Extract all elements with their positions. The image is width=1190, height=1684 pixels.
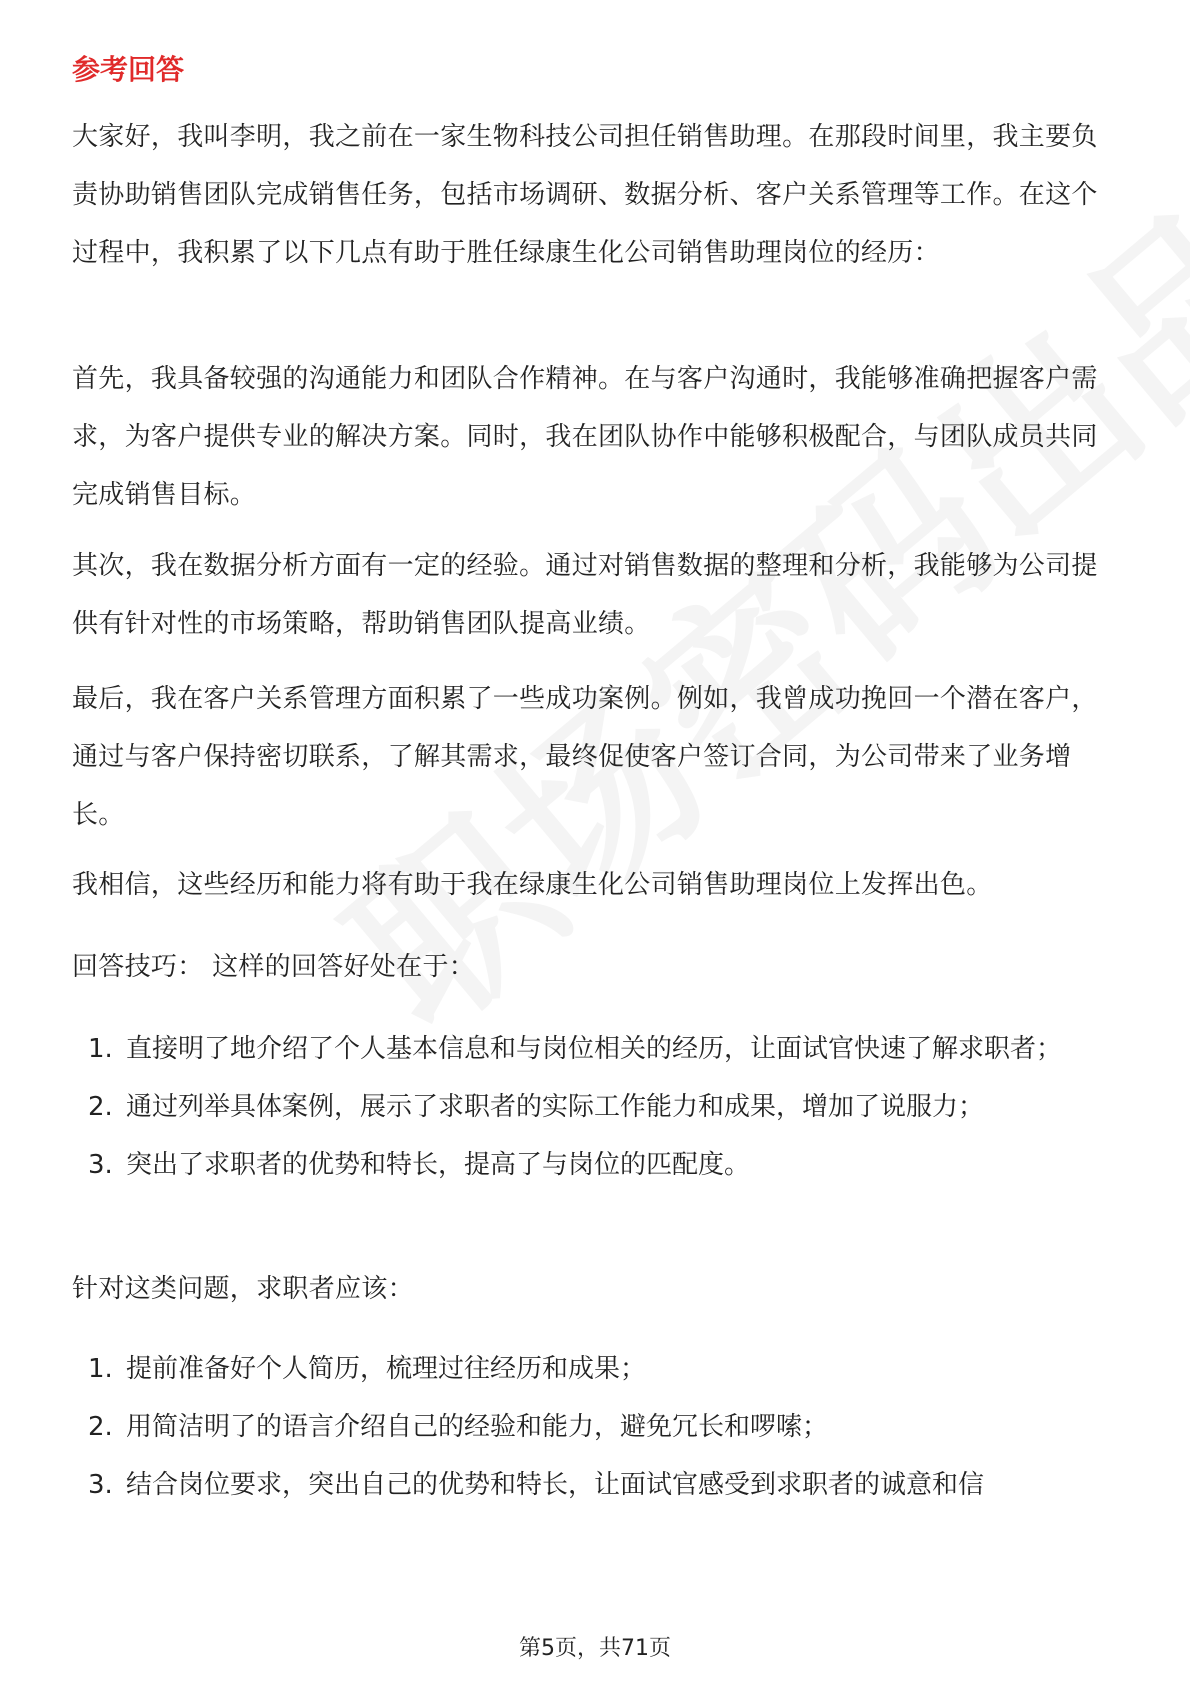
list-number: 3.	[88, 1150, 113, 1180]
list-text: 通过列举具体案例，展示了求职者的实际工作能力和成果，增加了说服力；	[126, 1092, 985, 1122]
list-item	[72, 1456, 1117, 1514]
list-item	[72, 1020, 1117, 1078]
list-item	[72, 1078, 1117, 1136]
list-number: 3.	[88, 1470, 113, 1500]
list-number: 1.	[88, 1354, 113, 1384]
tips-intro: 回答技巧： 这样的回答好处在于：	[72, 952, 476, 982]
section-heading: 参考回答	[72, 53, 185, 86]
list-text: 用简洁明了的语言介绍自己的经验和能力，避免冗长和啰嗦；	[126, 1412, 829, 1442]
list-item	[72, 1136, 1117, 1194]
paragraph-conclusion: 我相信，这些经历和能力将有助于我在绿康生化公司销售助理岗位上发挥出色。	[72, 870, 993, 900]
list-number: 2.	[88, 1092, 113, 1122]
list-text: 突出了求职者的优势和特长，提高了与岗位的匹配度。	[126, 1150, 751, 1180]
page-number: 第5页，共71页	[519, 1636, 671, 1661]
list-number: 1.	[88, 1034, 113, 1064]
list-number: 2.	[88, 1412, 113, 1442]
advice-list	[72, 1340, 1117, 1514]
list-text: 结合岗位要求，突出自己的优势和特长，让面试官感受到求职者的诚意和信	[126, 1470, 985, 1500]
paragraph-communication: 首先，我具备较强的沟通能力和团队合作精神。在与客户沟通时，我能够准确把握客户需求，为客户提供专业的解决方案。同时，我在团队协作中能够积极配合，与团队成员共同完成销售目标。	[72, 364, 1098, 510]
list-text: 直接明了地介绍了个人基本信息和与岗位相关的经历，让面试官快速了解求职者；	[126, 1034, 1063, 1064]
list-item	[72, 1398, 1117, 1456]
list-text: 提前准备好个人简历，梳理过往经历和成果；	[126, 1354, 647, 1384]
tips-list	[72, 1020, 1117, 1194]
list-item	[72, 1340, 1117, 1398]
paragraph-data-analysis: 其次，我在数据分析方面有一定的经验。通过对销售数据的整理和分析，我能够为公司提供有针对性的市场策略，帮助销售团队提高业绩。	[72, 551, 1098, 639]
advice-intro: 针对这类问题，求职者应该：	[72, 1274, 414, 1304]
paragraph-intro: 大家好，我叫李明，我之前在一家生物科技公司担任销售助理。在那段时间里，我主要负责协助销售团队完成销售任务，包括市场调研、数据分析、客户关系管理等工作。在这个过程中，我积累了以下几点有助于胜任绿康生化公司销售助理岗位的经历：	[72, 122, 1098, 268]
paragraph-client-management: 最后，我在客户关系管理方面积累了一些成功案例。例如，我曾成功挽回一个潜在客户，通过与客户保持密切联系，了解其需求，最终促使客户签订合同，为公司带来了业务增长。	[72, 684, 1098, 830]
